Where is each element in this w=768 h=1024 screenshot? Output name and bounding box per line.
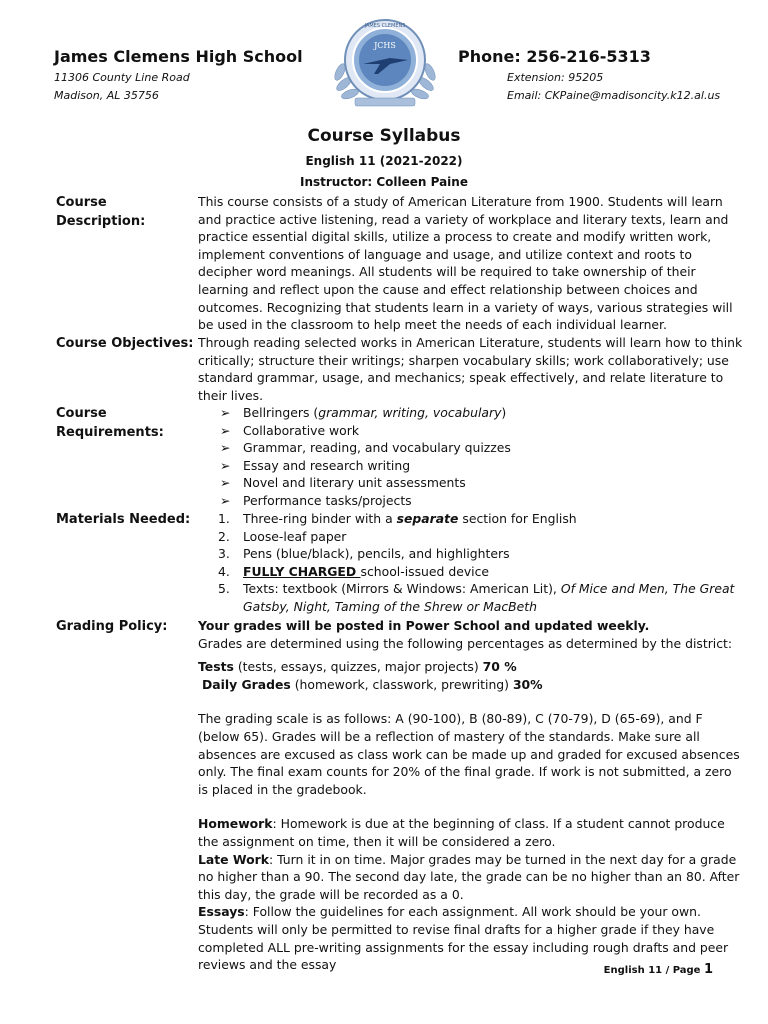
phone-number: Phone: 256-216-5313 [458, 47, 651, 66]
page-footer: English 11 / Page 1 [603, 962, 713, 977]
syllabus-title: Course Syllabus [307, 126, 461, 146]
list-item: ➢ Novel and literary unit assessments [220, 475, 466, 491]
logo-text: JCHS [374, 41, 396, 50]
arrow-bullet-icon: ➢ [220, 475, 231, 491]
arrow-bullet-icon: ➢ [220, 405, 231, 420]
list-item: 4. FULLY CHARGED school-issued device [218, 563, 490, 579]
school-logo [330, 14, 440, 110]
list-item: 1. Three-ring binder with a separate section for English [218, 511, 577, 526]
materials-label: Materials Needed: [56, 512, 191, 527]
homework-policy: Homework: Homework is due at the beginning of class. If a student cannot produce the assignment on time, then it will be considered a zero. [198, 816, 725, 849]
list-item: 2. Loose-leaf paper [218, 528, 347, 544]
arrow-bullet-icon: ➢ [220, 440, 231, 456]
description-text: This course consists of a study of American Literature from 1900. Students will learn and practice active listening, read a variety of workplace and literary texts, learn and practice essential digital skills, utilize a process to create and modify written work, implement conventions of language and usage, and utilize context and roots to decipher word meanings. All students will be required to take ownership of their learning and reflect upon the cause and effect relationship between choices and outcomes. Recognizing that students learn in a variety of ways, various strategies will be used in the classroom to help meet the needs of each individual learner. [198, 194, 733, 333]
objectives-label: Course Objectives: [56, 336, 194, 351]
grading-scale: The grading scale is as follows: A (90-100), B (80-89), C (70-79), D (65-69), and F (below 65). Grades will be a reflection of mastery of the standards. Make sure all absences are excused as class work can be made up and graded for excused absences only. The final exam counts for 20% of the final grade. If work is not submitted, a zero is placed in the gradebook. [198, 711, 740, 797]
email: Email: CKPaine@madisoncity.k12.al.us [507, 89, 721, 102]
description-label: Course Description: [56, 195, 146, 229]
extension: Extension: 95205 [507, 71, 604, 84]
grades-posted-note: Your grades will be posted in Power School and updated weekly. [198, 618, 650, 633]
address-line-2: Madison, AL 35756 [54, 89, 159, 102]
list-item: 3. Pens (blue/black), pencils, and highlighters [218, 546, 510, 562]
school-name: James Clemens High School [54, 47, 303, 66]
essays-policy: Essays: Follow the guidelines for each assignment. All work should be your own. Students will only be permitted to revise final drafts for a higher grade if they have completed ALL pre-writing assignments for the essay including rough drafts and peer reviews and the essay [198, 904, 729, 973]
requirements-list [198, 404, 743, 510]
grading-section [198, 617, 743, 974]
arrow-bullet-icon: ➢ [220, 492, 231, 508]
requirements-label: Course Requirements: [56, 406, 164, 440]
list-item: ➢ Performance tasks/projects [220, 492, 412, 508]
materials-list [198, 510, 743, 616]
course-name: English 11 (2021-2022) [305, 154, 463, 168]
list-item: ➢ Collaborative work [220, 422, 360, 438]
list-item: ➢ Essay and research writing [220, 457, 411, 473]
logo-ring-text: JAMES CLEMENS [364, 23, 406, 29]
arrow-bullet-icon: ➢ [220, 457, 231, 473]
grades-determined: Grades are determined using the following percentages as determined by the district: [198, 635, 733, 651]
address-line-1: 11306 County Line Road [54, 71, 190, 84]
list-item: ➢ Grammar, reading, and vocabulary quizzes [220, 440, 511, 456]
grading-label: Grading Policy: [56, 619, 168, 634]
page-number: 1 [703, 962, 713, 977]
arrow-bullet-icon: ➢ [220, 422, 231, 438]
instructor: Instructor: Colleen Paine [300, 175, 468, 189]
tests-weight: Tests (tests, essays, quizzes, major projects) 70 % [198, 659, 517, 675]
list-item: ➢ Bellringers (grammar, writing, vocabulary) [220, 405, 507, 420]
objectives-text: Through reading selected works in American Literature, students will learn how to think critically; structure their writings; sharpen vocabulary skills; work collaboratively; use standard grammar, usage, and mechanics; speak effectively, and relate literature to their lives. [198, 335, 743, 403]
late-work-policy: Late Work: Turn it in on time. Major grades may be turned in the next day for a grade no higher than a 90. The second day late, the grade can be no higher than an 80. After this day, the grade will be recorded as a 0. [198, 851, 740, 902]
list-item: 5. Texts: textbook (Mirrors & Windows: American Lit), Of Mice and Men, The Great Gatsby, Night, Taming of the Shrew or MacBeth [218, 581, 735, 614]
daily-weight: Daily Grades (homework, classwork, prewriting) 30% [201, 676, 543, 692]
